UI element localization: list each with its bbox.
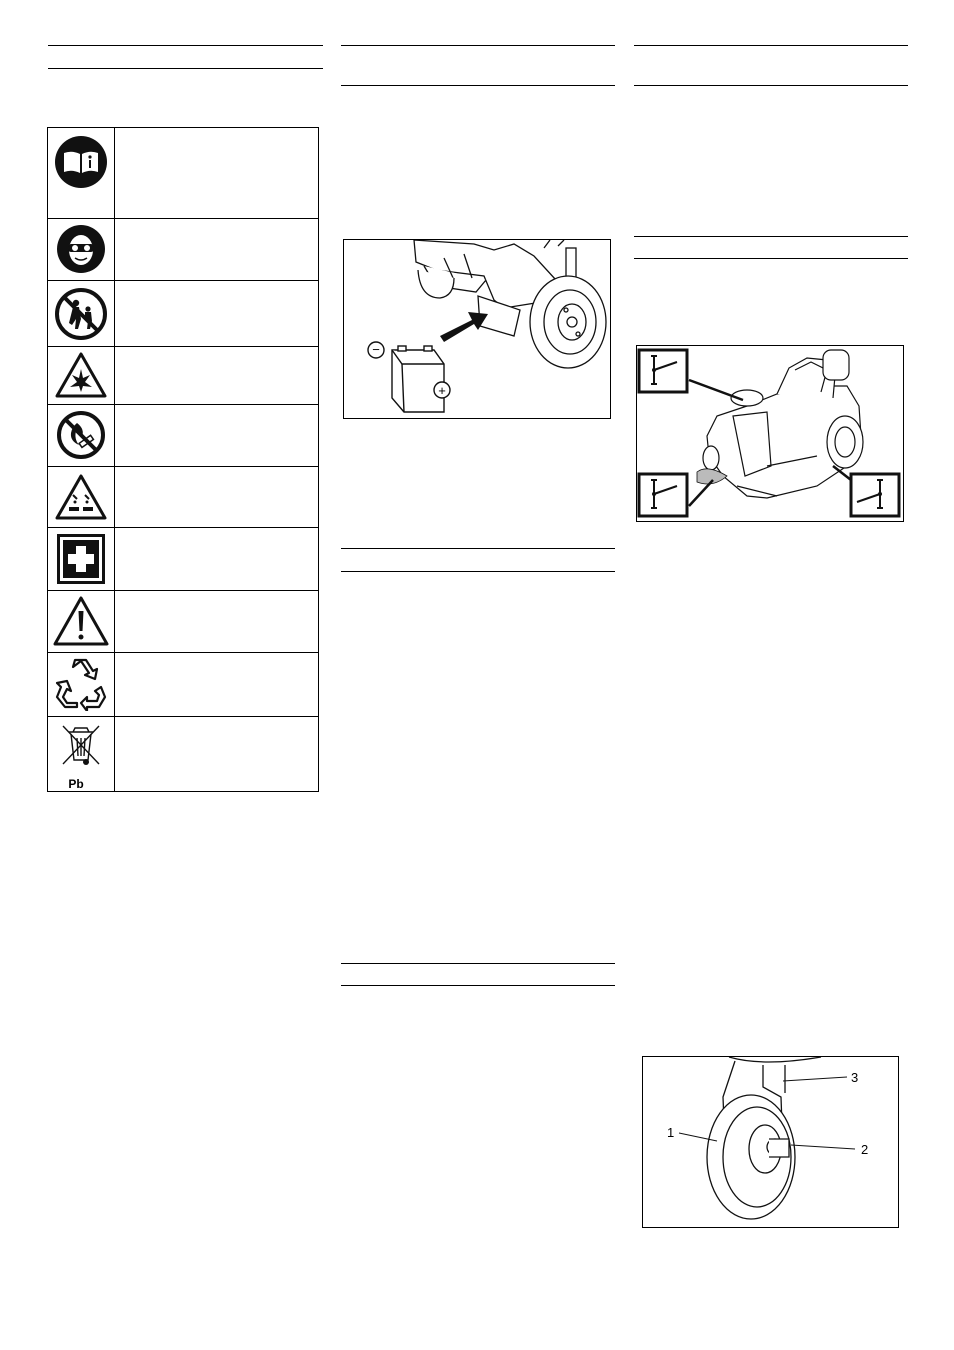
symbol-description [115,591,319,653]
symbol-description [115,405,319,467]
no-children-icon [48,281,115,347]
symbol-row [48,591,319,653]
tire-pressure-gauge-icon [639,350,687,392]
symbol-description [115,128,319,219]
battery-minus-symbol: − [372,342,380,357]
symbol-row [48,528,319,591]
col2-rule-3 [341,548,615,549]
first-aid-icon [48,528,115,591]
tire-pressure-figure [636,345,904,522]
col3-rule-1 [634,45,908,46]
symbol-row [48,467,319,528]
symbol-row [48,128,319,219]
col3-rule-4 [634,258,908,259]
symbol-description [115,653,319,717]
symbol-description [115,467,319,528]
callout-1: 1 [667,1125,675,1140]
col1-rule-top [48,45,323,46]
symbol-row [48,653,319,717]
col3-rule-2 [634,85,908,86]
callout-2: 2 [861,1142,869,1157]
symbol-description [115,219,319,281]
symbol-description [115,347,319,405]
symbol-row [48,717,319,792]
explosion-hazard-icon [48,347,115,405]
col3-rule-3 [634,236,908,237]
col2-rule-1 [341,45,615,46]
read-manual-icon [48,128,115,219]
battery-plus-symbol: + [438,383,446,398]
symbol-row [48,347,319,405]
symbol-description [115,281,319,347]
tire-pressure-gauge-icon [851,474,899,516]
pb-label: Pb [68,777,84,791]
col1-rule-bottom [48,68,323,69]
no-fire-no-smoking-icon [48,405,115,467]
callout-3: 3 [851,1070,859,1085]
symbol-row [48,405,319,467]
col2-rule-5 [341,963,615,964]
recycling-icon [48,653,115,717]
crossed-bin-pb-icon [48,717,115,792]
safety-goggles-icon [48,219,115,281]
symbol-row [48,219,319,281]
battery-installation-figure [343,239,611,419]
symbol-description [115,528,319,591]
general-warning-icon [48,591,115,653]
symbol-row [48,281,319,347]
col2-rule-4 [341,571,615,572]
safety-symbol-table [47,127,319,792]
corrosive-hazard-icon [48,467,115,528]
col2-rule-6 [341,985,615,986]
col2-rule-2 [341,85,615,86]
symbol-description [115,717,319,792]
wheel-figure [642,1056,899,1228]
tire-pressure-gauge-icon [639,474,687,516]
